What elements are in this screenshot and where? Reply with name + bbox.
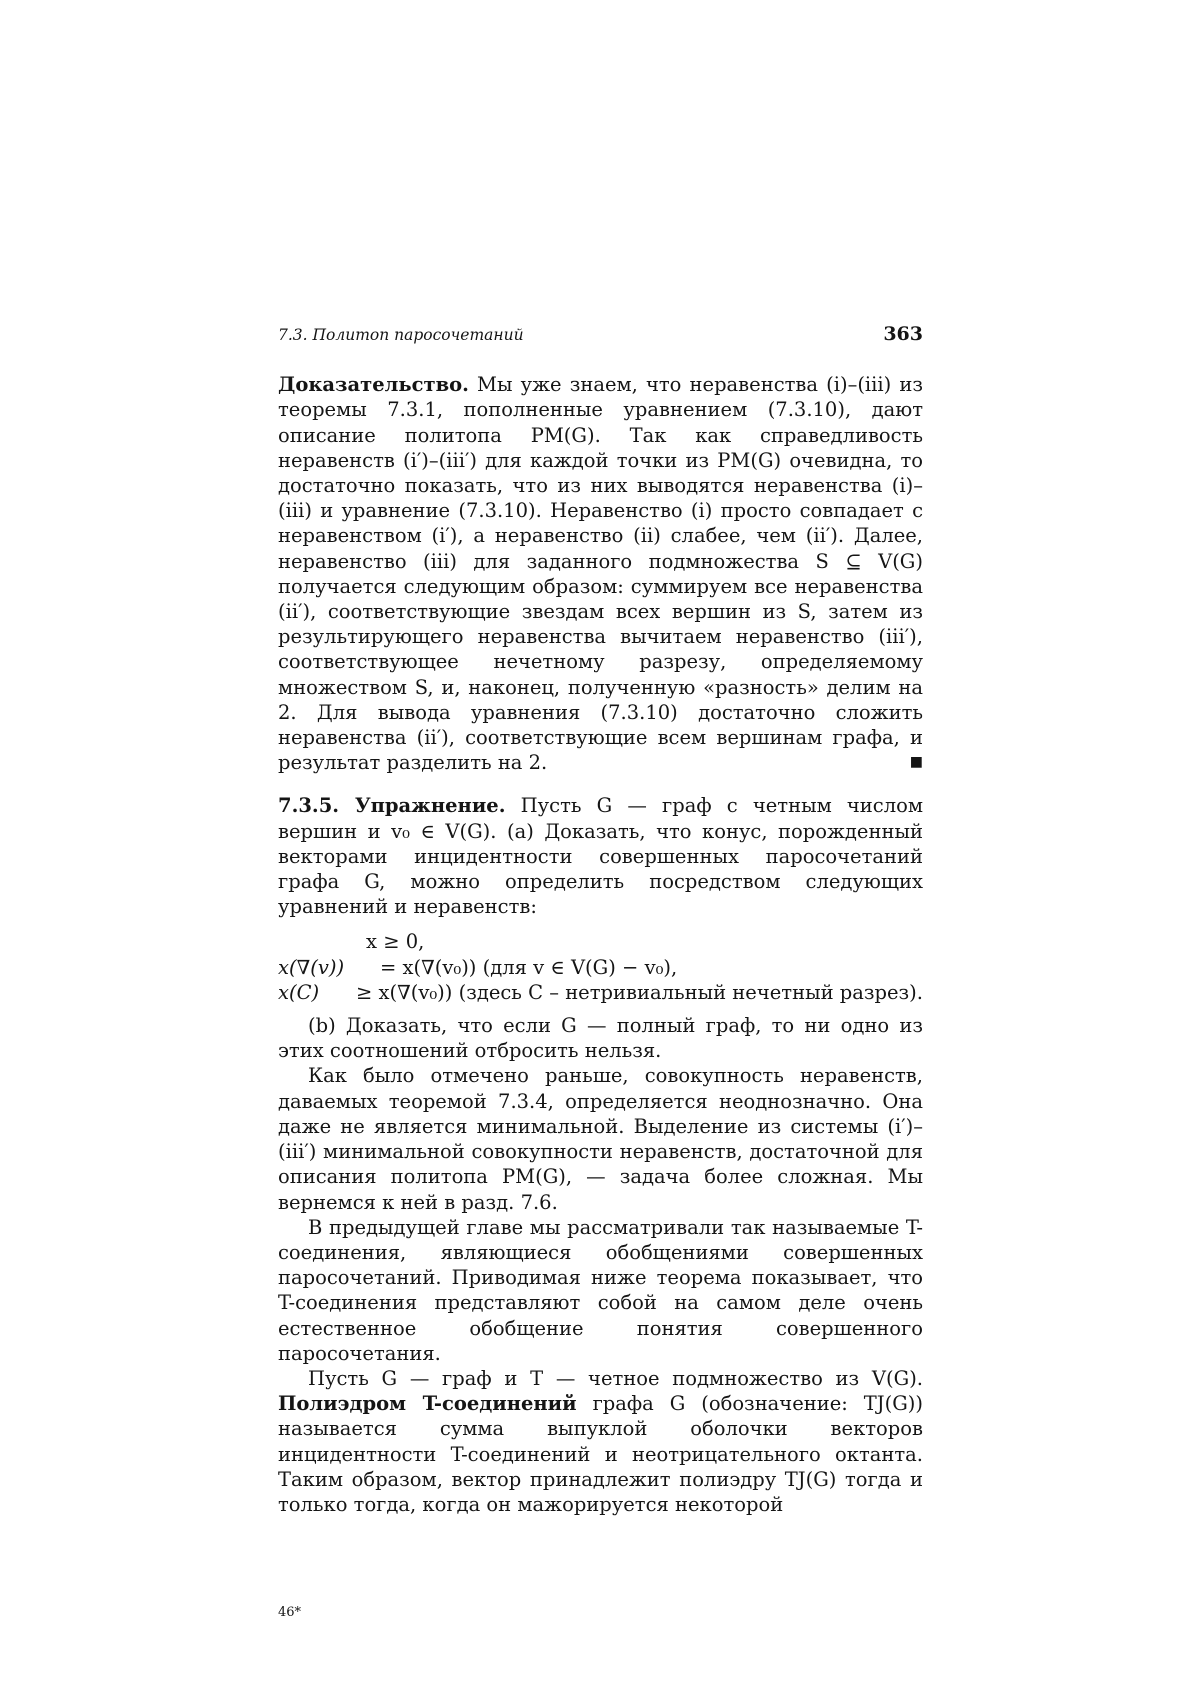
- running-header: [278, 322, 923, 348]
- page-content: [278, 322, 923, 1517]
- proof-paragraph: [278, 372, 923, 775]
- equation-row: [278, 955, 923, 980]
- paragraph-3-end: графа G (обозначение: TJ(G)) называется сумма выпуклой оболочки векторов инцидентности T-соединений и неотрицательного октанта. Таким образом, вектор принадлежит полиэдру TJ(G) тогда и только тогда, когда он мажорируется некоторой: [278, 1392, 924, 1516]
- exercise-lead: 7.3.5. Упражнение.: [278, 794, 506, 818]
- body-paragraph-1: Как было отмечено раньше, совокупность неравенств, даваемых теоремой 7.3.4, определяется неоднозначно. Она даже не является минимальной. Выделение из системы (i′)–(iii′) минимальной совокупности неравенств, достаточной для описания политопа PM(G), — задача более сложная. Мы вернемся к ней в разд. 7.6.: [278, 1064, 923, 1214]
- page-number: 363: [883, 323, 923, 345]
- equation-rhs: = x(∇(v₀)) (для v ∈ V(G) − v₀),: [380, 955, 678, 979]
- paragraph-3-start: Пусть G — граф и T — четное подмножество из V(G).: [308, 1366, 923, 1390]
- qed-symbol: ■: [909, 754, 923, 771]
- running-title: 7.3. Политоп паросочетаний: [278, 326, 524, 344]
- body-paragraph-2: В предыдущей главе мы рассматривали так называемые T-соединения, являющиеся обобщениями совершенных паросочетаний. Приводимая ниже теорема показывает, что T-соединения представляют собой на самом деле очень естественное обобщение понятия совершенного паросочетания.: [278, 1215, 923, 1365]
- equation-block: [278, 929, 923, 1005]
- equation-lhs: x(C): [278, 980, 320, 1004]
- equation-lhs: x(∇(v)): [278, 955, 345, 979]
- equation-row: [278, 929, 923, 954]
- exercise-part-b: (b) Доказать, что если G — полный граф, то ни одно из этих соотношений отбросить нельзя.: [278, 1014, 923, 1063]
- term-definition: Полиэдром T-соединений: [278, 1392, 577, 1416]
- exercise-text: Пусть G — граф с четным числом вершин и v₀ ∈ V(G). (a) Доказать, что конус, порожденный векторами инцидентности совершенных паросочетаний графа G, можно определить посредством следующих уравнений и неравенств:: [278, 794, 924, 919]
- exercise-paragraph: [278, 793, 923, 919]
- proof-text: Мы уже знаем, что неравенства (i)–(iii) из теоремы 7.3.1, пополненные уравнением (7.3.10), дают описание политопа PM(G). Так как справедливость неравенств (i′)–(iii′) для каждой точки из PM(G) очевидна, то достаточно показать, что из них выводятся неравенства (i)–(iii) и уравнение (7.3.10). Неравенство (i) просто совпадает с неравенством (i′), а неравенство (ii) слабее, чем (ii′). Далее, неравенство (iii) для заданного подмножества S ⊆ V(G) получается следующим образом: суммируем все неравенства (ii′), соответствующие звездам всех вершин из S, затем из результирующего неравенства вычитаем неравенство (iii′), соответствующее нечетному разрезу, определяемому множеством S, и, наконец, полученную «разность» делим на 2. Для вывода уравнения (7.3.10) достаточно сложить неравенства (ii′), соответствующие всем вершинам графа, и результат разделить на 2.: [278, 373, 923, 775]
- equation-rhs: x ≥ 0,: [366, 930, 425, 954]
- sheet-signature: 46*: [278, 1605, 302, 1620]
- equation-row: [278, 980, 923, 1005]
- body-paragraph-3: [278, 1366, 923, 1517]
- proof-lead: Доказательство.: [278, 373, 469, 397]
- equation-rhs: ≥ x(∇(v₀)) (здесь C – нетривиальный нечетный разрез).: [355, 980, 923, 1004]
